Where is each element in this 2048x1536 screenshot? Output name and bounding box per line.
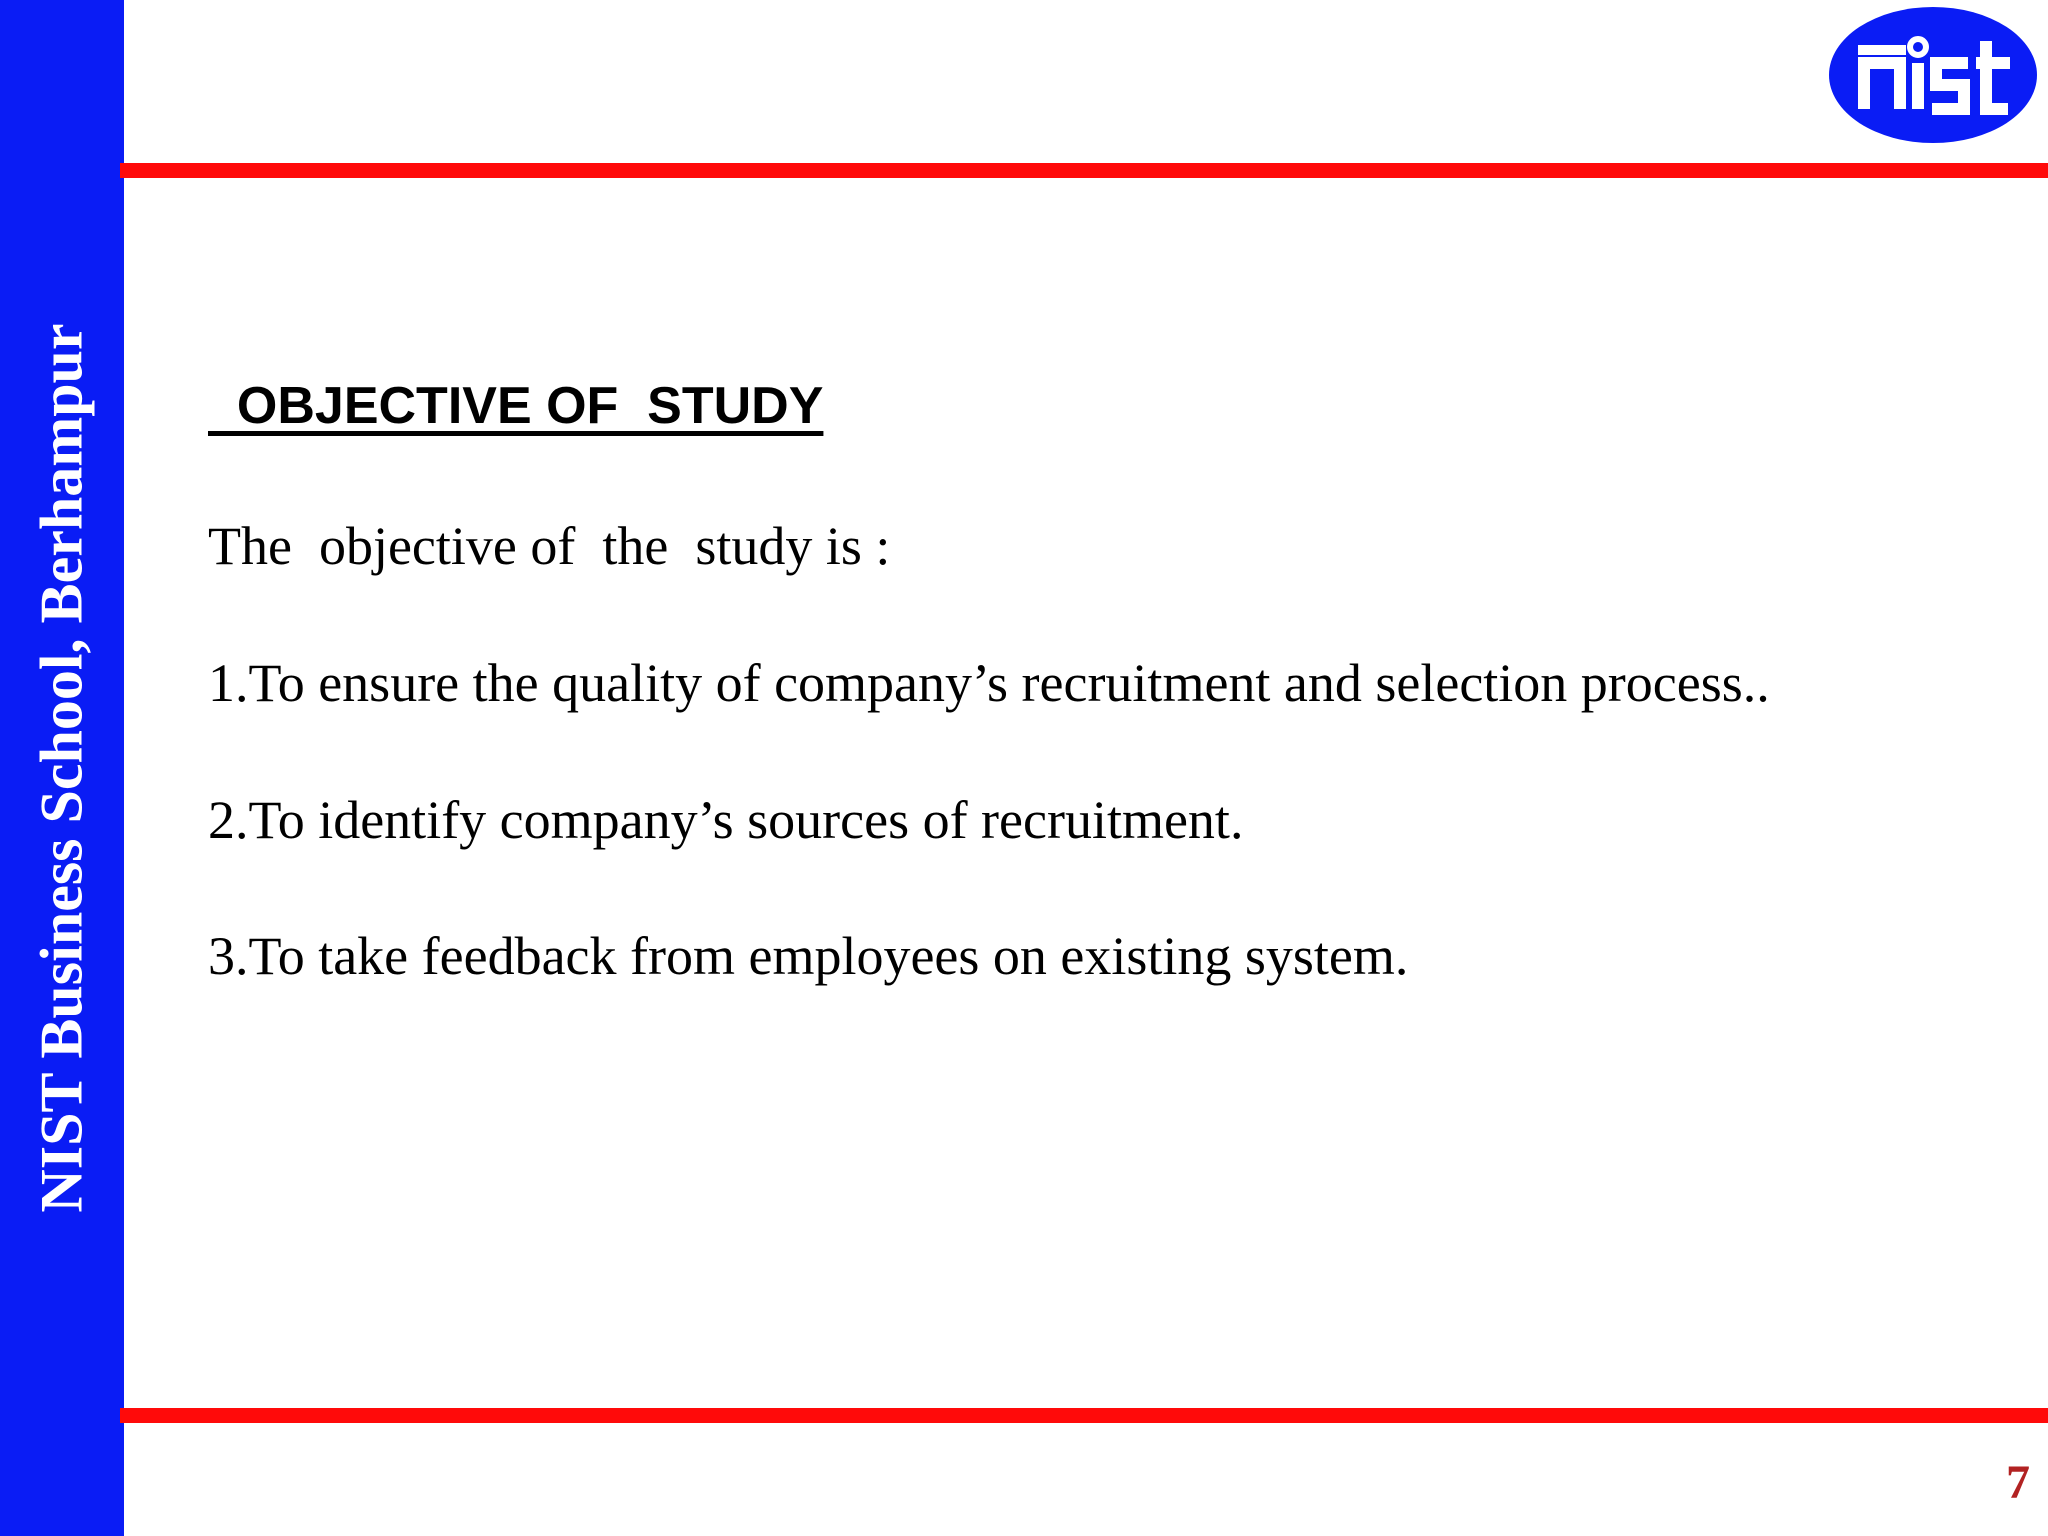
objective-item-2: 2.To identify company’s sources of recruitment. — [208, 790, 1244, 850]
sidebar-school-name: NIST Business School, Berhampur — [28, 323, 95, 1213]
slide-heading: OBJECTIVE OF STUDY — [208, 377, 824, 435]
objective-item-1: 1.To ensure the quality of company’s recruitment and selection process.. — [208, 653, 1770, 713]
bottom-red-rule — [120, 1408, 2048, 1423]
intro-text: The objective of the study is : — [208, 516, 891, 576]
objective-item-3: 3.To take feedback from employees on existing system. — [208, 926, 1409, 986]
page-number: 7 — [2006, 1456, 2030, 1509]
top-red-rule — [120, 163, 2048, 178]
slide-content — [208, 370, 2008, 986]
nist-logo — [1828, 5, 2038, 145]
sidebar-band — [0, 0, 124, 1536]
